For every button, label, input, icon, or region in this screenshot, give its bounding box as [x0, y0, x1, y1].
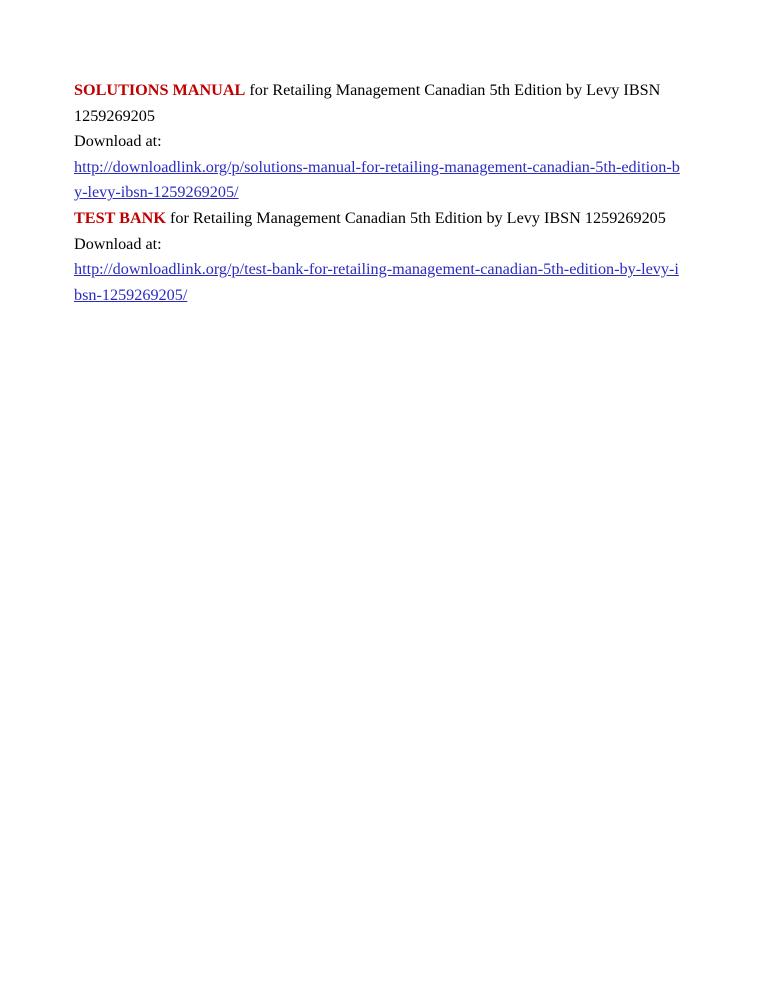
solutions-manual-link-text[interactable]: http://downloadlink.org/p/solutions-manual-for-retailing-management-canadian-5th-edition-by-levy-ibsn-1259269205/ — [74, 157, 680, 202]
solutions-manual-title: for Retailing Management Canadian 5th Edition by Levy IBSN 1259269205 — [74, 81, 661, 125]
test-bank-title: for Retailing Management Canadian 5th Edition by Levy IBSN 1259269205 — [165, 208, 666, 227]
solutions-manual-download-link[interactable] — [74, 155, 684, 206]
download-at-label-1: Download at: — [74, 132, 162, 151]
test-bank-link-text[interactable]: http://downloadlink.org/p/test-bank-for-retailing-management-canadian-5th-edition-by-levy-ibsn-1259269205/ — [74, 260, 679, 304]
test-bank-heading-line — [74, 206, 684, 232]
test-bank-label: TEST BANK — [74, 208, 166, 227]
download-at-label-2: Download at: — [74, 234, 162, 253]
document-body — [74, 78, 684, 308]
test-bank-download-link[interactable] — [74, 257, 684, 308]
solutions-manual-heading-line — [74, 78, 684, 129]
solutions-manual-label: SOLUTIONS MANUAL — [74, 81, 246, 99]
